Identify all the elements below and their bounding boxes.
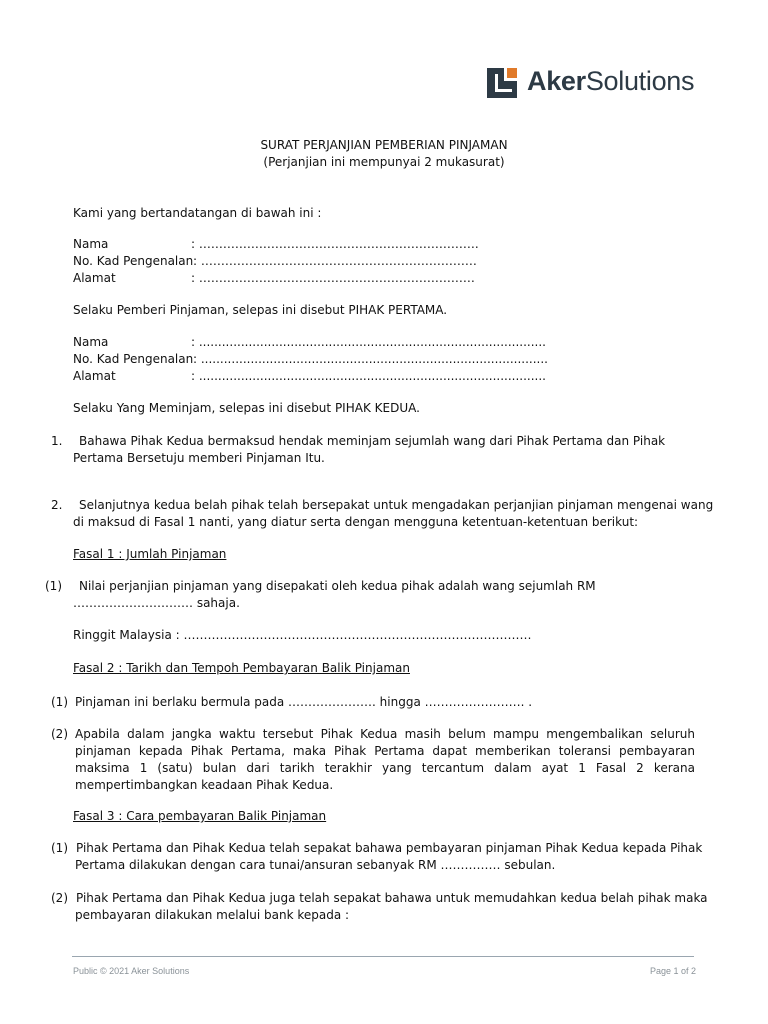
fasal3-item1-line2: Pertama dilakukan dengan cara tunai/ansuran sebanyak RM …………… sebulan. xyxy=(75,858,556,872)
fasal1-ringgit: Ringgit Malaysia : …………………………………………………………………………… xyxy=(73,628,532,642)
fasal3-item1-line1: Pihak Pertama dan Pihak Kedua telah sepakat bahawa pembayaran pinjaman Pihak Kedua kepada Pihak xyxy=(76,841,703,855)
brand-name xyxy=(527,66,694,97)
party1-ic-value: : …………………………………………………………… xyxy=(193,254,477,268)
document-title: SURAT PERJANJIAN PEMBERIAN PINJAMAN xyxy=(260,138,508,152)
party2-name-value: : ........................................................................................... xyxy=(191,335,546,349)
party1-role-name: PIHAK PERTAMA. xyxy=(348,303,448,317)
party1-ic-label: No. Kad Pengenalan xyxy=(73,254,194,268)
footer-divider xyxy=(72,956,694,957)
brand-light: Solutions xyxy=(585,66,695,96)
fasal1-item1-line1: Nilai perjanjian pinjaman yang disepakati oleh kedua pihak adalah wang sejumlah RM xyxy=(79,579,596,593)
footer-copyright: Public © 2021 Aker Solutions xyxy=(73,966,190,976)
footer-page-number: Page 1 of 2 xyxy=(649,966,696,976)
party2-role-prefix: Selaku Yang Meminjam, selepas ini disebut xyxy=(73,401,335,415)
fasal3-item2-line2: pembayaran dilakukan melalui bank kepada : xyxy=(75,908,350,922)
fasal2-item2-number: (2) xyxy=(51,727,68,741)
party1-role xyxy=(73,302,447,319)
party1-role-prefix: Selaku Pemberi Pinjaman, selepas ini disebut xyxy=(73,303,349,317)
fasal3-item2-number: (2) xyxy=(51,891,68,905)
party2-role-name: PIHAK KEDUA. xyxy=(334,401,420,415)
fasal1-heading: Fasal 1 : Jumlah Pinjaman xyxy=(73,547,227,561)
party1-name-label: Nama xyxy=(73,237,109,251)
fasal3-item1-number: (1) xyxy=(51,841,68,855)
fasal1-item1-line2: ………………………… sahaja. xyxy=(73,596,240,610)
point2-line1: Selanjutnya kedua belah pihak telah bersepakat untuk mengadakan perjanjian pinjaman mengenai wang xyxy=(79,498,714,512)
intro-text: Kami yang bertandatangan di bawah ini : xyxy=(73,206,322,220)
fasal2-item1-text: Pinjaman ini berlaku bermula pada …………………. hingga ……………………. . xyxy=(75,695,533,709)
brand-strong: Aker xyxy=(527,66,586,96)
party1-address-value: : …………………………………………………………… xyxy=(191,271,475,285)
party1-name-value: : ……………………………………………………………. xyxy=(191,237,479,251)
point1-text: Bahawa Pihak Kedua bermaksud hendak meminjam sejumlah wang dari Pihak Pertama dan Pihak Pertama Bersetuju memberi Pinjaman Itu. xyxy=(73,434,666,465)
party2-address-label: Alamat xyxy=(73,369,116,383)
fasal2-heading: Fasal 2 : Tarikh dan Tempoh Pembayaran Balik Pinjaman xyxy=(73,661,410,675)
party2-address-value: : ........................................................................................... xyxy=(191,369,546,383)
document-subtitle: (Perjanjian ini mempunyai 2 mukasurat) xyxy=(263,155,505,169)
party2-ic-label: No. Kad Pengenalan xyxy=(73,352,194,366)
fasal3-item2-line1: Pihak Pertama dan Pihak Kedua juga telah sepakat bahawa untuk memudahkan kedua belah pihak maka xyxy=(76,891,708,905)
party1-address-label: Alamat xyxy=(73,271,116,285)
party2-name-label: Nama xyxy=(73,335,109,349)
fasal2-item2-text: Apabila dalam jangka waktu tersebut Pihak Kedua masih belum mampu mengembalikan seluruh pinjaman kepada Pihak Pertama, maka Pihak Pertama dapat memberikan toleransi pembayaran maksima 1 (satu) bulan dari tarikh terakhir yang tercantum dalam ayat 1 Fasal 2 kerana mempertimbangkan keadaan Pihak Kedua. xyxy=(75,727,695,792)
party2-role xyxy=(73,400,420,417)
point1-number: 1. xyxy=(51,434,63,448)
fasal2-item1-number: (1) xyxy=(51,695,68,709)
point2-number: 2. xyxy=(51,498,63,512)
aker-logo-icon xyxy=(487,68,517,98)
fasal3-heading: Fasal 3 : Cara pembayaran Balik Pinjaman xyxy=(73,809,327,823)
party2-ic-value: : ........................................................................................... xyxy=(193,352,548,366)
point2-line2: di maksud di Fasal 1 nanti, yang diatur serta dengan mengguna ketentuan-ketentuan berikut: xyxy=(73,515,639,529)
fasal1-item1-number: (1) xyxy=(45,579,62,593)
